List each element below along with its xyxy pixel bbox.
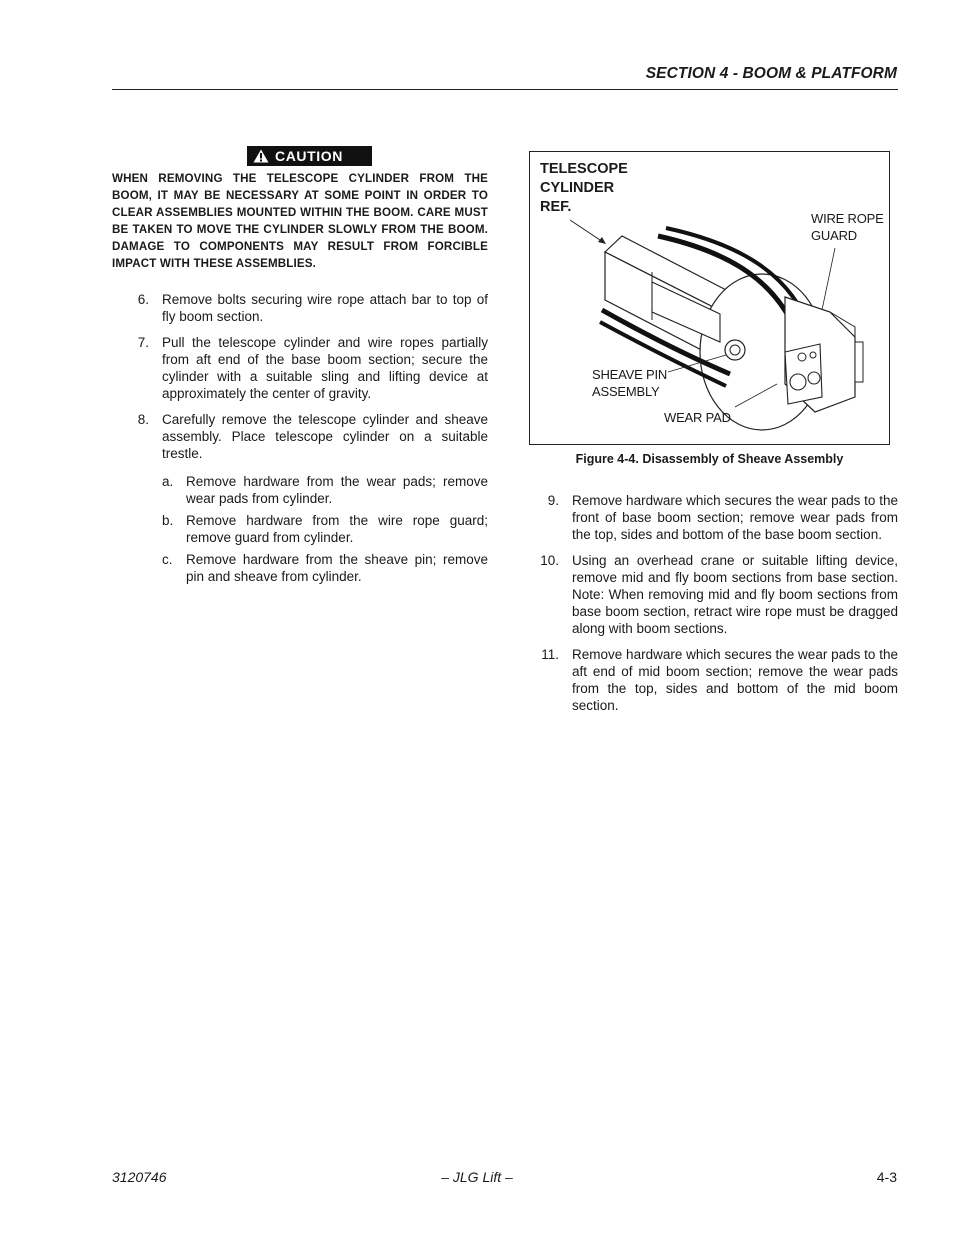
substep-item xyxy=(112,551,488,585)
substep-item xyxy=(112,473,488,507)
substep-letter: c. xyxy=(162,552,173,567)
label-line: REF. xyxy=(540,199,572,215)
substep-letter: b. xyxy=(162,513,174,528)
label-line: ASSEMBLY xyxy=(592,384,660,399)
label-line: GUARD xyxy=(811,228,857,243)
step-number: 8. xyxy=(137,412,149,427)
header-rule xyxy=(112,89,898,90)
substep-text: Remove hardware from the wire rope guard; remove guard from cylinder. xyxy=(186,513,488,545)
caution-label: CAUTION xyxy=(275,148,343,164)
figure-label-sheave-pin xyxy=(592,366,667,400)
figure-caption: Figure 4-4. Disassembly of Sheave Assembly xyxy=(575,452,844,466)
label-line: SHEAVE PIN xyxy=(592,367,668,382)
step-text: Remove bolts securing wire rope attach bar to top of fly boom section. xyxy=(162,292,488,324)
footer-center: – JLG Lift – xyxy=(441,1169,513,1185)
step-number: 6. xyxy=(137,292,149,307)
step-item xyxy=(112,334,488,402)
substep-text: Remove hardware from the sheave pin; remove pin and sheave from cylinder. xyxy=(186,552,488,584)
footer-doc-number: 3120746 xyxy=(112,1169,167,1185)
warning-triangle-icon xyxy=(253,149,269,163)
steps-right xyxy=(522,492,898,723)
step-text: Remove hardware which secures the wear pads to the front of base boom section; remove wear pads from the top, sides and bottom of the base boom section. xyxy=(572,493,898,542)
label-line: CYLINDER xyxy=(540,180,615,196)
steps-left xyxy=(112,291,488,590)
step-item xyxy=(112,291,488,325)
step-number: 10. xyxy=(540,553,559,568)
substep-letter: a. xyxy=(162,474,174,489)
label-line: WIRE ROPE xyxy=(811,211,884,226)
substep-text: Remove hardware from the wear pads; remove wear pads from cylinder. xyxy=(186,474,488,506)
caution-banner xyxy=(247,146,372,166)
step-text: Remove hardware which secures the wear pads to the aft end of mid boom section; remove the wear pads from the top, sides and bottom of the mid boom section. xyxy=(572,647,898,713)
step-text: Carefully remove the telescope cylinder and sheave assembly. Place telescope cylinder on a suitable trestle. xyxy=(162,412,488,461)
step-number: 7. xyxy=(137,335,149,350)
label-line: TELESCOPE xyxy=(540,161,628,177)
step-item xyxy=(522,552,898,637)
footer-page-number: 4-3 xyxy=(876,1169,897,1185)
step-number: 11. xyxy=(541,647,559,662)
step-text: Using an overhead crane or suitable lifting device, remove mid and fly boom sections from base section. Note: When removing mid and fly boom sections from base boom section, retract wire rope must be dragged along with boom sections. xyxy=(572,553,898,636)
step-text: Pull the telescope cylinder and wire ropes partially from aft end of the base boom section; secure the cylinder with a suitable sling and lifting device at approximately the center of gravity. xyxy=(162,335,488,401)
figure-label-wire-rope-guard xyxy=(811,210,884,244)
step-item xyxy=(522,646,898,714)
substep-item xyxy=(112,512,488,546)
caution-text: WHEN REMOVING THE TELESCOPE CYLINDER FROM THE BOOM, IT MAY BE NECESSARY AT SOME POINT IN ORDER TO CLEAR ASSEMBLIES MOUNTED WITHIN THE BOOM. CARE MUST BE TAKEN TO MOVE THE CYLINDER SLOWLY FROM THE BOOM. DAMAGE TO COMPONENTS MAY RESULT FROM FORCIBLE IMPACT WITH THESE ASSEMBLIES. xyxy=(112,172,488,270)
figure-sheave-assembly xyxy=(529,151,890,445)
step-item xyxy=(112,411,488,462)
step-number: 9. xyxy=(547,493,559,508)
figure-label-telescope xyxy=(540,160,628,217)
section-title: SECTION 4 - BOOM & PLATFORM xyxy=(645,65,897,82)
figure-label-wear-pad: WEAR PAD xyxy=(664,410,731,425)
step-item xyxy=(522,492,898,543)
